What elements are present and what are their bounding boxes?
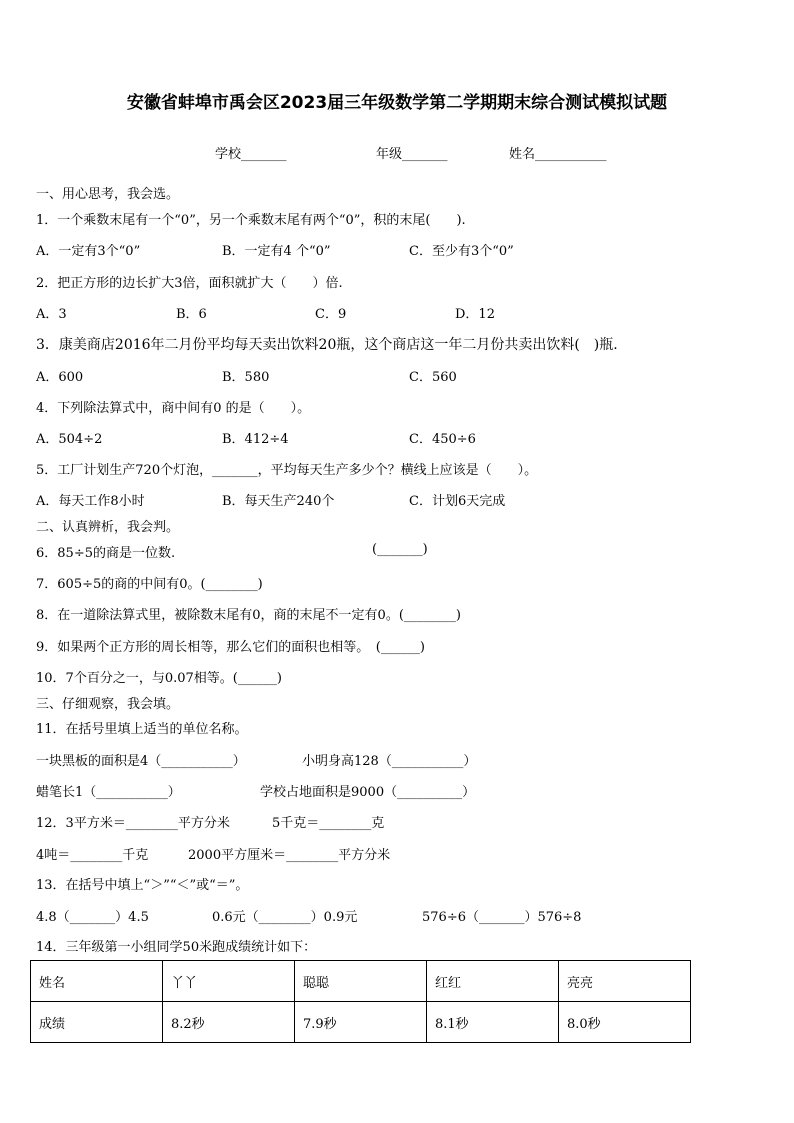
q11-item-b[interactable]: 小明身高128（___________）: [302, 754, 477, 769]
q12-item-a[interactable]: 12．3平方米＝________平方分米: [36, 816, 230, 831]
table-cell: 8.0秒: [559, 1002, 691, 1043]
school-field[interactable]: 学校_______: [215, 147, 287, 162]
q12-item-b[interactable]: 5千克＝________克: [272, 816, 385, 831]
table-cell: 亮亮: [559, 961, 691, 1002]
question-11: 11．在括号里填上适当的单位名称。: [36, 722, 248, 737]
name-field[interactable]: 姓名___________: [509, 147, 607, 162]
q1-option-a[interactable]: A．一定有3个“0”: [36, 244, 141, 259]
table-cell: 红红: [427, 961, 559, 1002]
grade-field[interactable]: 年级_______: [376, 147, 448, 162]
question-14: 14．三年级第一小组同学50米跑成绩统计如下：: [36, 940, 317, 955]
q3-option-c[interactable]: C．560: [409, 370, 457, 385]
q1-option-c[interactable]: C．至少有3个“0”: [409, 244, 514, 259]
table-cell: 丫丫: [163, 961, 295, 1002]
q2-option-c[interactable]: C．9: [315, 307, 347, 322]
question-13: 13．在括号中填上“＞”“＜”或“＝”。: [36, 878, 249, 893]
table-cell: 聪聪: [295, 961, 427, 1002]
q11-item-a[interactable]: 一块黑板的面积是4（___________）: [36, 754, 246, 769]
question-4: 4．下列除法算式中，商中间有0 的是（ ）。: [36, 401, 311, 416]
q2-option-a[interactable]: A．3: [36, 307, 67, 322]
question-7: 7．605÷5的商的中间有0。(________): [36, 577, 263, 592]
question-10: 10．7个百分之一，与0.07相等。(______): [36, 671, 282, 686]
question-3: 3．康美商店2016年二月份平均每天卖出饮料20瓶，这个商店这一年二月份共卖出饮料( )瓶.: [36, 337, 618, 353]
q13-item-b[interactable]: 0.6元（________）0.9元: [212, 910, 358, 925]
table-cell: 8.2秒: [163, 1002, 295, 1043]
question-1: 1．一个乘数末尾有一个“0”，另一个乘数末尾有两个“0”，积的末尾( ).: [36, 213, 466, 228]
table-cell: 成绩: [31, 1002, 163, 1043]
q4-option-a[interactable]: A．504÷2: [36, 432, 103, 447]
q11-item-c[interactable]: 蜡笔长1（___________）: [36, 785, 181, 800]
q12-item-d[interactable]: 2000平方厘米＝________平方分米: [188, 848, 391, 863]
q5-option-b[interactable]: B．每天生产240个: [222, 494, 335, 509]
q6-answer-blank[interactable]: (_______): [372, 542, 428, 557]
score-table: [30, 960, 691, 1043]
q13-item-a[interactable]: 4.8（_______）4.5: [36, 910, 149, 925]
q13-item-c[interactable]: 576÷6（_______）576÷8: [422, 910, 582, 925]
question-9: 9．如果两个正方形的周长相等，那么它们的面积也相等。 (______): [36, 640, 425, 655]
section-heading-3: 三、仔细观察，我会填。: [36, 697, 180, 712]
question-5: 5．工厂计划生产720个灯泡，_______，平均每天生产多少个？横线上应该是（ ）。: [36, 463, 538, 478]
q4-option-c[interactable]: C．450÷6: [409, 432, 476, 447]
table-cell: 7.9秒: [295, 1002, 427, 1043]
q4-option-b[interactable]: B．412÷4: [222, 432, 289, 447]
table-row: [31, 961, 691, 1002]
q3-option-a[interactable]: A．600: [36, 370, 84, 385]
q11-item-d[interactable]: 学校占地面积是9000（__________）: [260, 785, 476, 800]
page-title: 安徽省蚌埠市禹会区2023届三年级数学第二学期期末综合测试模拟试题: [126, 93, 668, 113]
q2-option-d[interactable]: D．12: [455, 307, 495, 322]
question-8: 8．在一道除法算式里，被除数末尾有0，商的末尾不一定有0。(________): [36, 608, 461, 623]
q3-option-b[interactable]: B．580: [222, 370, 270, 385]
table-cell: 8.1秒: [427, 1002, 559, 1043]
q5-option-a[interactable]: A．每天工作8小时: [36, 494, 145, 509]
table-row: [31, 1002, 691, 1043]
q5-option-c[interactable]: C．计划6天完成: [409, 494, 506, 509]
table-cell: 姓名: [31, 961, 163, 1002]
section-heading-1: 一、用心思考，我会选。: [36, 187, 180, 202]
section-heading-2: 二、认真辨析，我会判。: [36, 520, 180, 535]
question-6: 6．85÷5的商是一位数.: [36, 546, 176, 561]
q2-option-b[interactable]: B．6: [176, 307, 207, 322]
q1-option-b[interactable]: B．一定有4 个“0”: [222, 244, 331, 259]
question-2: 2．把正方形的边长扩大3倍，面积就扩大（ ）倍.: [36, 276, 343, 291]
q12-item-c[interactable]: 4吨＝________千克: [36, 848, 149, 863]
